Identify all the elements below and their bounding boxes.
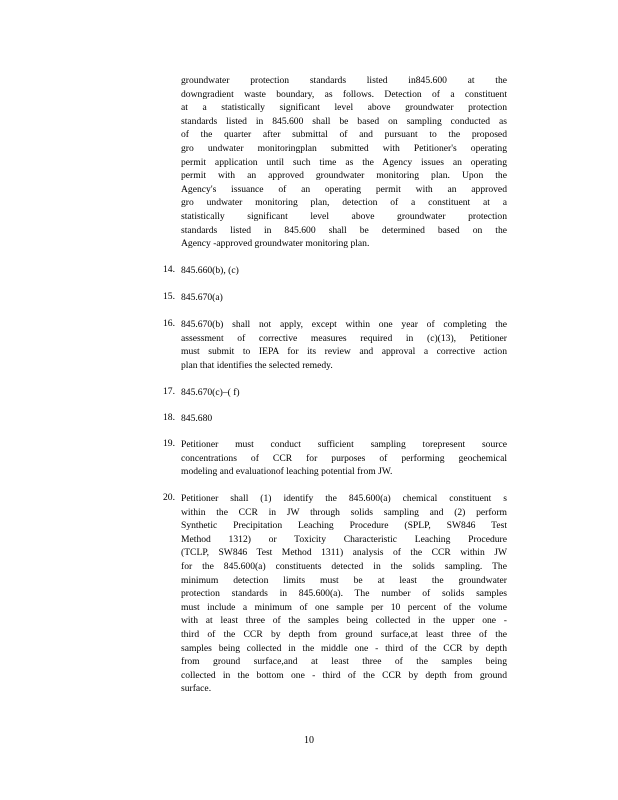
intro-line: standards listed in 845.600 shall be determined based on the bbox=[181, 224, 507, 236]
item-line: protection standards in 845.600(a). The number of solids samples bbox=[181, 588, 507, 600]
intro-paragraph bbox=[181, 74, 507, 251]
item-line: modeling and evaluationof leaching potential from JW. bbox=[181, 466, 393, 478]
item-line: (TCLP, SW846 Test Method 1311) analysis of the CCR within JW bbox=[181, 547, 507, 559]
item-number: 16. bbox=[163, 318, 175, 329]
item-line: 845.670(c)–( f) bbox=[181, 387, 240, 398]
item-line: minimum detection limits must be at least the groundwater bbox=[181, 574, 507, 586]
item-line: 845.680 bbox=[181, 413, 213, 424]
intro-line: at a statistically significant level above groundwater protection bbox=[181, 102, 507, 114]
item-body bbox=[181, 492, 507, 696]
item-line: surface. bbox=[181, 683, 212, 695]
intro-line: statistically significant level above groundwater protection bbox=[181, 210, 507, 222]
intro-line: Agency's issuance of an operating permit with an approved bbox=[181, 183, 507, 195]
item-line: must submit to IEPA for its review and approval a corrective action bbox=[181, 346, 507, 358]
intro-line: Agency -approved groundwater monitoring plan. bbox=[181, 238, 370, 250]
item-number: 20. bbox=[163, 492, 175, 503]
item-line: within the CCR in JW through solids sampling and (2) perform bbox=[181, 506, 507, 518]
item-line: plan that identifies the selected remedy. bbox=[181, 359, 333, 371]
item-line: third of the CCR by depth from ground surface,at least three of the bbox=[181, 628, 507, 640]
item-body bbox=[181, 291, 507, 305]
intro-line: groundwater protection standards listed in845.600 at the bbox=[181, 75, 507, 86]
item-number: 19. bbox=[163, 438, 175, 449]
item-line: samples being collected in the middle one - third of the CCR by depth bbox=[181, 642, 507, 654]
intro-line: gro undwater monitoringplan submitted with Petitioner's operating bbox=[181, 142, 507, 154]
item-line: 845.670(b) shall not apply, except within one year of completing the bbox=[181, 319, 507, 330]
item-line: 845.660(b), (c) bbox=[181, 265, 239, 276]
item-number: 15. bbox=[163, 291, 175, 302]
item-line: 845.670(a) bbox=[181, 292, 223, 303]
intro-line: permit application until such time as the Agency issues an operating bbox=[181, 156, 507, 168]
item-line: Method 1312) or Toxicity Characteristic Leaching Procedure bbox=[181, 533, 507, 545]
item-number: 17. bbox=[163, 386, 175, 397]
page-number: 10 bbox=[304, 735, 314, 746]
intro-line: permit with an approved groundwater monitoring plan. Upon the bbox=[181, 170, 507, 182]
item-line: from ground surface,and at least three of the samples being bbox=[181, 656, 507, 668]
item-line: Synthetic Precipitation Leaching Procedure (SPLP, SW846 Test bbox=[181, 520, 507, 532]
item-line: must include a minimum of one sample per 10 percent of the volume bbox=[181, 601, 507, 613]
item-line: Petitioner shall (1) identify the 845.600(a) chemical constituent s bbox=[181, 493, 507, 504]
item-line: assessment of corrective measures required in (c)(13), Petitioner bbox=[181, 332, 507, 344]
item-body bbox=[181, 438, 507, 479]
item-body bbox=[181, 318, 507, 372]
intro-line: downgradient waste boundary, as follows. Detection of a constituent bbox=[181, 88, 507, 100]
item-line: Petitioner must conduct sufficient sampling torepresent source bbox=[181, 439, 507, 450]
item-line: with at least three of the samples being collected in the upper one - bbox=[181, 615, 507, 627]
intro-line: standards listed in 845.600 shall be based on sampling conducted as bbox=[181, 115, 507, 127]
item-body bbox=[181, 386, 507, 400]
item-line: concentrations of CCR for purposes of performing geochemical bbox=[181, 452, 507, 464]
item-body bbox=[181, 412, 507, 426]
item-number: 14. bbox=[163, 264, 175, 275]
intro-line: of the quarter after submittal of and pursuant to the proposed bbox=[181, 129, 507, 141]
item-number: 18. bbox=[163, 412, 175, 423]
item-body bbox=[181, 264, 507, 278]
item-line: collected in the bottom one - third of the CCR by depth from ground bbox=[181, 669, 507, 681]
intro-line: gro undwater monitoring plan, detection of a constituent at a bbox=[181, 197, 507, 209]
item-line: for the 845.600(a) constituents detected in the solids sampling. The bbox=[181, 560, 507, 572]
